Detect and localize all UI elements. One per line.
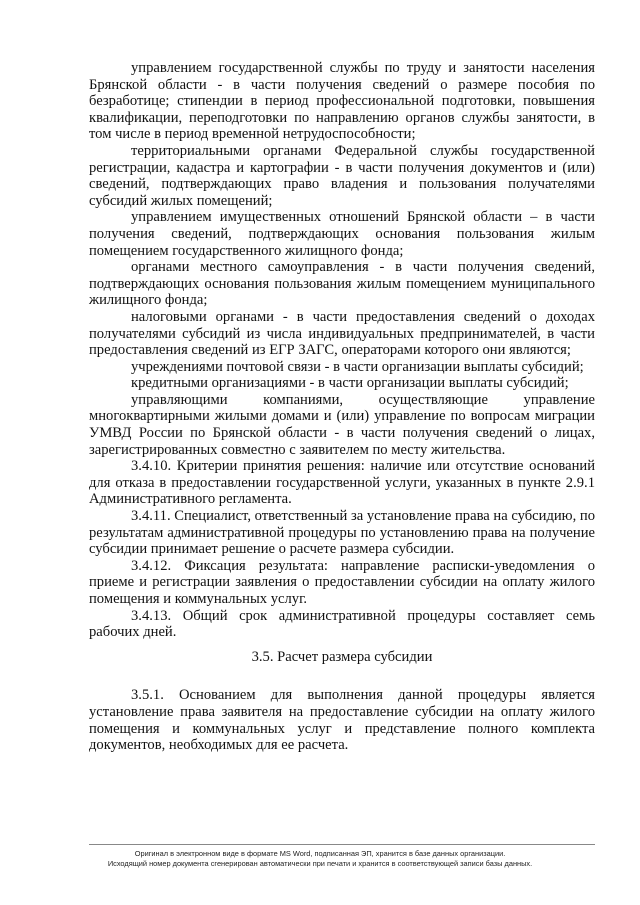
footer-divider (89, 844, 595, 845)
paragraph-tax-authorities: налоговыми органами - в части предоставления сведений о доходах получателями субсидий из числа индивидуальных предпринимателей, в части предоставления сведений из ЕГР ЗАГС, операторами которого они являются; (89, 308, 595, 359)
paragraph-3-4-12: 3.4.12. Фиксация результата: направление расписки-уведомления о приеме и регистрации заявления о предоставлении субсидии на оплату жилого помещения и коммунальных услуг. (89, 557, 595, 607)
paragraph-property-relations: управлением имущественных отношений Брянской области – в части получения сведений, подтверждающих основания пользования жилым помещением государственного жилищного фонда; (89, 209, 595, 259)
paragraph-3-5-1: 3.5.1. Основанием для выполнения данной процедуры является установление права заявителя на предоставление субсидии на оплату жилого помещения и коммунальных услуг и представление полного комплекта документов, необходимых для ее расчета. (89, 687, 595, 754)
paragraph-postal-service: учреждениями почтовой связи - в части организации выплаты субсидий; (131, 358, 584, 375)
paragraph-credit-organizations: кредитными организациями - в части организации выплаты субсидий; (131, 375, 569, 392)
section-heading: 3.5. Расчет размера субсидии (251, 648, 433, 665)
paragraph-employment-service: управлением государственной службы по труду и занятости населения Брянской области - в части получения сведений о размере пособия по безработице; стипендии в период профессиональной подготовки, повышения квалификации, переподготовки по направлению органов службы занятости, в том числе в период временной нетрудоспособности; (89, 60, 595, 143)
footer-line-1: Оригинал в электронном виде в формате MS Word, подписанная ЭП, хранится в базе данных организации. (134, 849, 506, 858)
document-body (89, 60, 595, 754)
paragraph-3-4-11: 3.4.11. Специалист, ответственный за установление права на субсидию, по результатам административной процедуры по установлению права на получение субсидии принимает решение о расчете размера субсидии. (89, 508, 595, 558)
footer-line-2: Исходящий номер документа сгенерирован автоматически при печати и хранится в соответствующей записи базы данных. (107, 859, 533, 868)
paragraph-management-companies: управляющими компаниями, осуществляющие управление многоквартирными жилыми домами и (или) управление по вопросам миграции УМВД России по Брянской области - в части получения сведений о лицах, зарегистрированных совместно с заявителем по месту жительства. (89, 391, 595, 458)
paragraph-rosreestr: территориальными органами Федеральной службы государственной регистрации, кадастра и картографии - в части получения документов и (или) сведений, подтверждающих право владения и пользования получателями субсидий жилых помещений; (89, 142, 595, 209)
paragraph-3-4-13: 3.4.13. Общий срок административной процедуры составляет семь рабочих дней. (89, 607, 595, 641)
paragraph-local-government: органами местного самоуправления - в части получения сведений, подтверждающих основания пользования жилым помещением муниципального жилищного фонда; (89, 259, 595, 309)
paragraph-3-4-10: 3.4.10. Критерии принятия решения: наличие или отсутствие оснований для отказа в предоставлении государственной услуги, указанных в пункте 2.9.1 Административного регламента. (89, 458, 595, 508)
